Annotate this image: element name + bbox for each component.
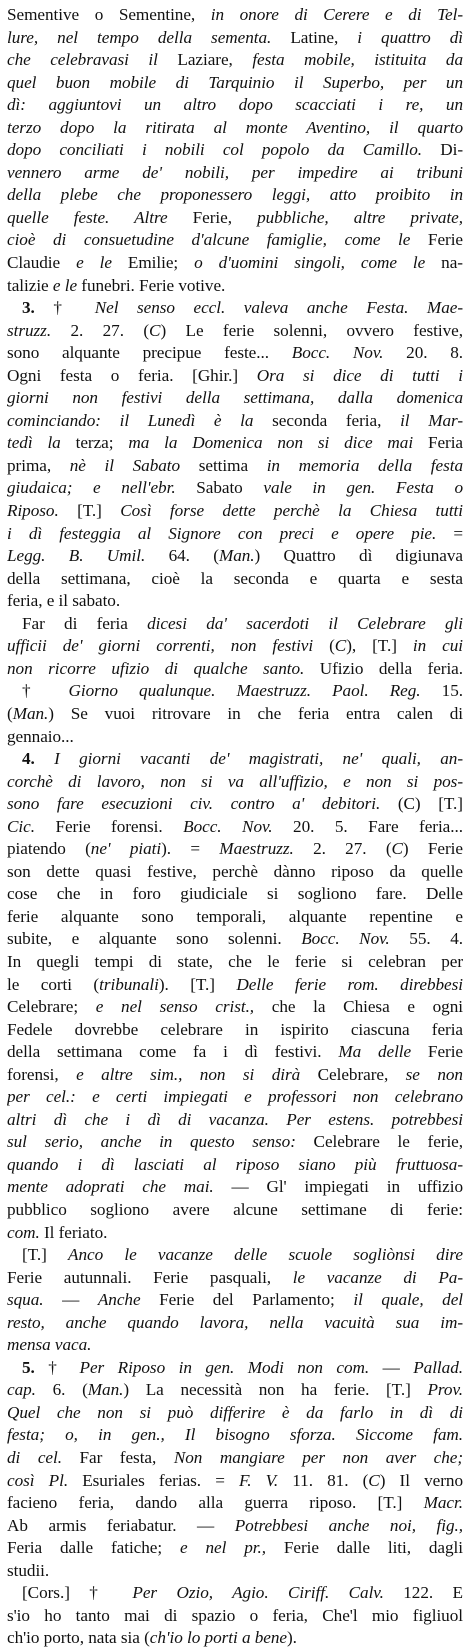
text-line: giorni non festivi della settimana, dalla domenica xyxy=(7,388,463,408)
text-line: facieno feria, dando alla guerra riposo. [T.] Macr. xyxy=(7,1493,463,1513)
text-line: per cel.: e certi impiegati e professori non celebrano xyxy=(7,1087,463,1107)
text-line: studii. xyxy=(7,1560,50,1580)
text-line: gennaio... xyxy=(7,726,74,746)
text-line: cose che in foro giudiciale si sogliono fare. Delle xyxy=(7,884,463,904)
text-line: [T.] Anco le vacanze delle scuole sogliònsi dire xyxy=(22,1245,463,1265)
text-line: cominciando: il Lunedì è la seconda feria, il Mar- xyxy=(7,410,463,430)
text-line: giudaica; e nell'ebr. Sabato vale in gen. Festa o xyxy=(7,478,463,498)
text-line: [Cors.] † Per Ozio, Agio. Ciriff. Calv. 122. E xyxy=(22,1583,463,1603)
text-line: cap. 6. (Man.) La necessità non ha ferie. [T.] Prov. xyxy=(7,1380,463,1400)
text-line: Claudie e le Emilie; o d'uomini singoli, come le na- xyxy=(7,253,463,273)
text-line: Ogni festa o feria. [Ghir.] Ora si dice di tutti i xyxy=(7,365,463,385)
text-line: vennero arme de' nobili, per impedire ai tribuni xyxy=(7,162,463,182)
text-line: Quel che non si può differire è da farlo in dì di xyxy=(7,1402,463,1422)
text-line: 5. † Per Riposo in gen. Modi non com. — Pallad. xyxy=(22,1357,463,1377)
text-line: In quegli tempi di state, che le ferie si celebran per xyxy=(7,951,463,971)
text-line: di cel. Far festa, Non mangiare per non aver che; xyxy=(7,1448,463,1467)
text-line: Legg. B. Umil. 64. (Man.) Quattro dì digiunava xyxy=(7,546,463,566)
text-line: resto, anche quando lavora, nella vacuità sua im- xyxy=(7,1312,463,1332)
text-line: lure, nel tempo della sementa. Latine, i quattro dì xyxy=(7,27,463,47)
text-line: Far di feria dicesi da' sacerdoti il Celebrare gli xyxy=(22,613,463,633)
text-line: quelle feste. Altre Ferie, pubbliche, altre private, xyxy=(7,207,463,227)
text-line: Cic. Ferie forensi. Bocc. Nov. 20. 5. Fare feria... xyxy=(7,816,463,836)
text-line: ferie alquante sono temporali, alquante repentine e xyxy=(7,906,463,926)
text-line: talizie e le funebri. Ferie votive. xyxy=(7,275,226,295)
text-line: Celebrare; e nel senso crist., che la Chiesa e ogni xyxy=(7,997,463,1017)
text-line: che celebravasi il Laziare, festa mobile, istituita da xyxy=(7,50,463,70)
text-line: Fedele dovrebbe celebrare in ispirito ciascuna feria xyxy=(7,1019,463,1039)
text-line: (Man.) Se vuoi ritrovare in che feria entra calen di xyxy=(7,703,463,723)
text-line: † Giorno qualunque. Maestruzz. Paol. Reg. 15. xyxy=(22,681,463,701)
text-line: mensa vaca. xyxy=(7,1335,92,1355)
text-line: feria, e il sabato. xyxy=(7,591,121,611)
text-line: squa. — Anche Ferie del Parlamento; il quale, del xyxy=(7,1290,463,1310)
text-line: sono alquante precipue feste... Bocc. Nov. 20. 8. xyxy=(7,343,463,363)
text-line: Ferie autunnali. Ferie pasquali, le vacanze di Pa- xyxy=(7,1267,463,1287)
text-line: ch'io porto, nata sia (ch'io lo porti a bene). xyxy=(7,1628,297,1648)
text-line: son dette quasi festive, perchè dànno riposo da quelle xyxy=(7,861,463,881)
text-line: cioè di consuetudine d'alcune famiglie, come le Ferie xyxy=(7,230,463,250)
text-line: pubblico sogliono avere alcune settimane di ferie: xyxy=(7,1199,463,1219)
text-line: della settimana come fa i dì festivi. Ma delle Ferie xyxy=(7,1042,463,1062)
text-line: subite, e alquante sono solenni. Bocc. Nov. 55. 4. xyxy=(7,929,463,949)
text-line: terzo dopo la ritirata al monte Aventino, il quarto xyxy=(7,117,463,137)
text-line: quando i dì lasciati al riposo siano più fruttuosa- xyxy=(7,1154,463,1174)
text-line: quel buon mobile di Tarquinio il Superbo, per un xyxy=(7,72,463,92)
text-line: 4. I giorni vacanti de' magistrati, ne' quali, an- xyxy=(22,749,463,769)
text-line: Feria dalle fatiche; e nel pr., Ferie dalle liti, dagli xyxy=(7,1538,463,1558)
text-line: piatendo (ne' piati). = Maestruzz. 2. 27. (C) Ferie xyxy=(7,839,463,859)
text-line: forensi, e altre sim., non si dirà Celebrare, se non xyxy=(7,1064,463,1084)
text-line: dopo conciliati i nobili col popolo da Camillo. Di- xyxy=(7,140,463,160)
text-line: com. Il feriato. xyxy=(7,1222,108,1242)
text-line: dì: aggiuntovi un altro dopo scacciati i re, un xyxy=(7,95,463,115)
text-line: i dì festeggia al Signore con preci e opere pie. = xyxy=(7,523,463,543)
text-line: non ricorre ufizio di qualche santo. Ufizio della feria. xyxy=(7,658,463,678)
text-line: 3. † Nel senso eccl. valeva anche Festa. Mae- xyxy=(22,298,463,318)
text-line: Riposo. [T.] Così forse dette perchè la Chiesa tutti xyxy=(7,501,463,521)
text-line: corchè di lavoro, non si va all'uffizio, e non si pos- xyxy=(7,771,463,791)
text-line: sul serio, anche in questo senso: Celebrare le ferie, xyxy=(7,1132,463,1152)
text-line: tedì la terza; ma la Domenica non si dice mai Feria xyxy=(7,433,463,453)
text-line: altri dì che i dì di vacanza. Per estens. potrebbesi xyxy=(7,1109,463,1129)
text-line: prima, nè il Sabato settima in memoria della festa xyxy=(7,455,463,475)
text-line: della plebe che proponessero leggi, atto proibito in xyxy=(7,185,463,205)
text-line: s'io ho tanto mai di spazio o feria, Che'l mio figliuol xyxy=(7,1605,463,1625)
text-line: sono fare esecuzioni civ. contro a' debitori. (C) [T.] xyxy=(7,794,463,814)
text-line: ufficii de' giorni correnti, non festivi (C), [T.] in cui xyxy=(7,636,463,656)
text-line: Sementive o Sementine, in onore di Cerere e di Tel- xyxy=(7,5,463,24)
text-line: così Pl. Esuriales ferias. = F. V. 11. 81. (C) Il verno xyxy=(7,1470,463,1490)
text-line: struzz. 2. 27. (C) Le ferie solenni, ovvero festive, xyxy=(7,320,463,340)
text-line: mente adoprati che mai. — Gl' impiegati in uffizio xyxy=(7,1177,463,1197)
text-line: Ab armis feriabatur. — Potrebbesi anche noi, fig., xyxy=(7,1515,463,1535)
text-line: festa; o, in gen., Il bisogno sforza. Siccome fam. xyxy=(7,1425,463,1445)
text-line: le corti (tribunali). [T.] Delle ferie rom. direbbesi xyxy=(7,974,463,994)
text-line: della settimana, cioè la seconda e quarta e sesta xyxy=(7,568,463,588)
